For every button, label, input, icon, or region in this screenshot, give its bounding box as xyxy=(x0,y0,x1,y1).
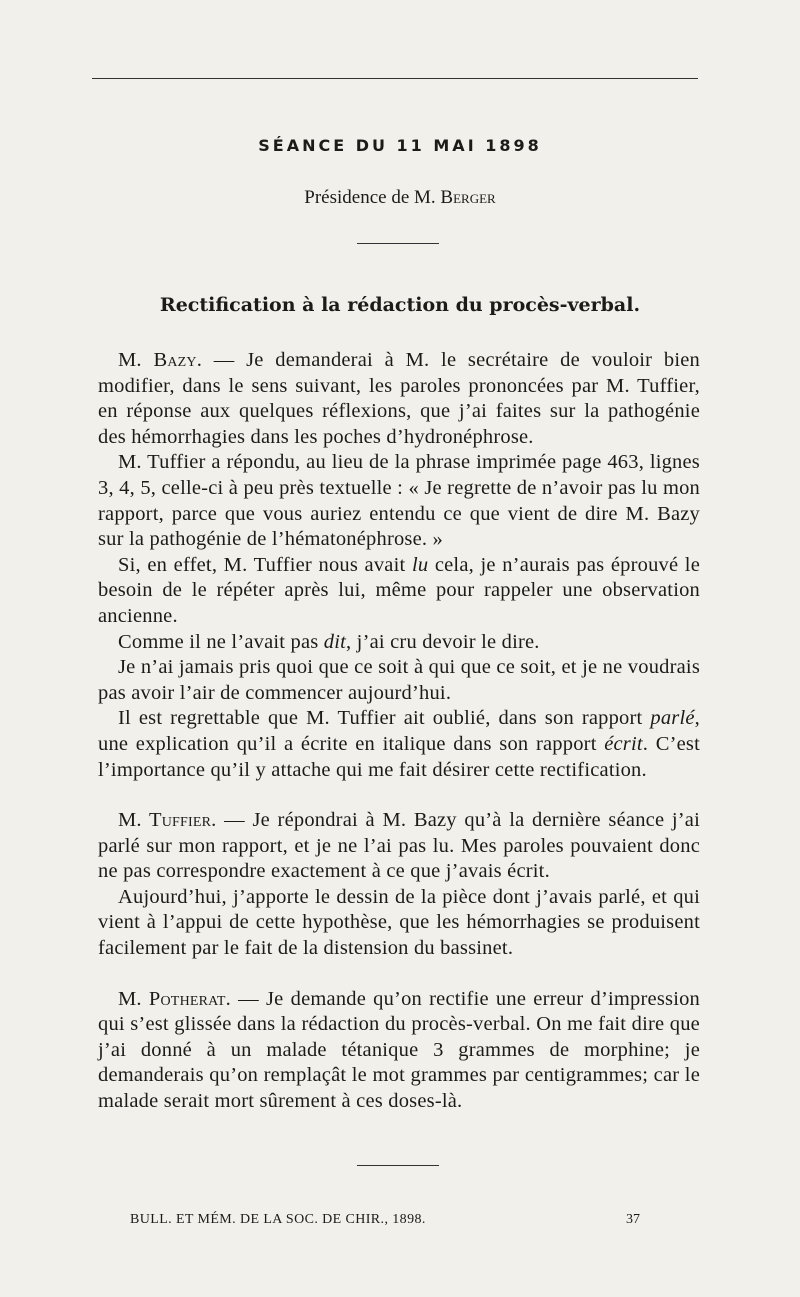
session-heading: SÉANCE DU 11 MAI 1898 xyxy=(258,136,542,155)
page-number: 37 xyxy=(626,1212,640,1227)
body-text xyxy=(98,348,700,1115)
presidency-line xyxy=(0,187,800,209)
footer-year: 1898. xyxy=(392,1212,426,1227)
paragraph-text: , une explication qu’il a écrite en italique dans son rapport xyxy=(98,707,700,755)
section-title: Rectification à la rédaction du procès-verbal. xyxy=(159,294,641,316)
paragraph xyxy=(98,987,700,1115)
italic-text: parlé xyxy=(650,707,695,730)
divider-rule xyxy=(357,243,439,244)
italic-text: lu xyxy=(411,553,429,576)
page-footer xyxy=(130,1212,640,1228)
paragraph-text: Aujourd’hui, j’apporte le dessin de la pièce dont j’avais parlé, et qui vient à l’appui de cette hypothèse, que les hémorrhagies se produisent facilement par le fait de la distension du bassinet. xyxy=(98,885,700,960)
speaker-name: M. Potherat. xyxy=(118,987,231,1010)
top-rule xyxy=(92,78,698,79)
paragraph-text: . C’est l’importance qu’il y attache qui me fait désirer cette rectification. xyxy=(98,732,700,781)
paragraph-text: Il est regrettable que M. Tuffier ait oublié, dans son rapport xyxy=(118,707,651,730)
paragraph-text: Comme il ne l’avait pas xyxy=(118,630,324,653)
paragraph xyxy=(98,706,700,783)
paragraph-text: — Je répondrai à M. Bazy qu’à la dernière séance j’ai parlé sur mon rapport, et je ne l’ai pas lu. Mes paroles pouvaient donc ne pas correspondre exactement à ce que j’avais écrit. xyxy=(98,809,700,883)
paragraph xyxy=(98,553,700,630)
paragraph xyxy=(98,348,700,450)
presidency-prefix: Présidence de M. xyxy=(304,187,436,208)
italic-text: dit xyxy=(323,630,347,653)
paragraph xyxy=(98,630,700,656)
paragraph-text: — Je demande qu’on rectifie une erreur d’impression qui s’est glissée dans la rédaction du procès-verbal. On me fait dire que j’ai donné à un malade tétanique 3 grammes de morphine; je demanderais qu’on remplaçât le mot grammes par centigrammes; car le malade serait mort sûrement à ces doses-là. xyxy=(98,987,700,1113)
paragraph xyxy=(98,808,700,885)
speaker-name: M. Bazy. xyxy=(118,349,203,371)
paragraph xyxy=(98,450,700,552)
paragraph-text: Je n’ai jamais pris quoi que ce soit à qui que ce soit, et je ne voudrais pas avoir l’air de commencer aujourd’hui. xyxy=(98,656,700,704)
journal-title: BULL. ET MÉM. DE LA SOC. DE CHIR., xyxy=(130,1212,389,1227)
paragraph-text: — Je demanderai à M. le secrétaire de vouloir bien modifier, dans le sens suivant, les paroles prononcées par M. Tuffier, en réponse aux quelques réflexions, que j’ai faites sur la pathogénie des hémorrhagies dans les poches d’hydronéphrose. xyxy=(98,349,701,448)
italic-text: écrit xyxy=(604,732,643,755)
speaker-name: M. Tuffier. xyxy=(118,809,217,832)
paragraph-text: cela, je n’aurais pas éprouvé le besoin de le répéter après lui, même pour rappeler une observation ancienne. xyxy=(98,553,700,627)
closing-rule xyxy=(357,1165,439,1166)
paragraph-text: , j’ai cru devoir le dire. xyxy=(346,630,540,653)
paragraph-text: M. Tuffier a répondu, au lieu de la phrase imprimée page 463, lignes 3, 4, 5, celle-ci à peu près textuelle : « Je regrette de n’avoir pas lu mon rapport, parce que vous auriez entendu ce que vient de dire M. Bazy sur la pathogénie de l’hématonéphrose. » xyxy=(98,451,700,551)
paragraph xyxy=(98,655,700,706)
president-name: Berger xyxy=(440,187,496,208)
paragraph-text: Si, en effet, M. Tuffier nous avait xyxy=(118,553,412,576)
footer-journal xyxy=(130,1212,426,1228)
paragraph xyxy=(98,885,700,962)
